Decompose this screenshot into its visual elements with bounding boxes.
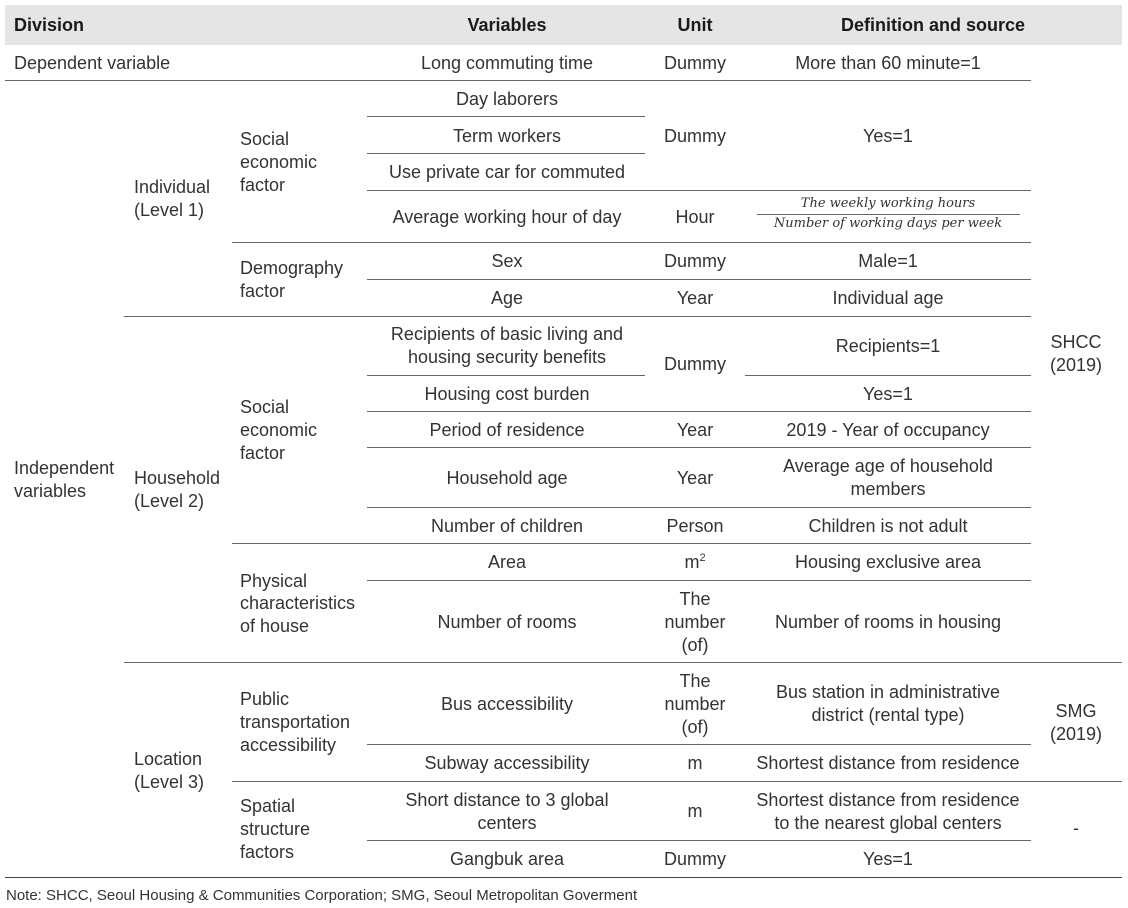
def-area: Housing exclusive area	[794, 552, 982, 572]
factor-3-line1: Social	[240, 397, 290, 417]
factor-4-line1: Physical	[240, 571, 308, 591]
factor-4-line2: characteristics	[240, 593, 356, 613]
rule-period	[367, 447, 1031, 448]
rule-sex	[367, 279, 1031, 280]
dependent-variable: Long commuting time	[420, 53, 594, 73]
unit-bus-line3: (of)	[681, 717, 709, 737]
level-2-number: (Level 2)	[134, 491, 205, 511]
def-age: Individual age	[832, 288, 944, 308]
factor-6-line1: Spatial	[240, 796, 296, 816]
rule-dependent-bottom	[5, 80, 1031, 81]
rule-table-bottom	[5, 877, 1122, 878]
factor-1-line1: Social	[240, 129, 290, 149]
def-gangbuk: Yes=1	[863, 849, 913, 869]
unit-area	[684, 551, 705, 573]
def-bus-line1: Bus station in administrative	[775, 682, 1001, 702]
var-housing-cost: Housing cost burden	[424, 384, 590, 404]
factor-5-line1: Public	[240, 689, 290, 709]
level-2-name: Household	[134, 468, 221, 488]
unit-bus-line2: number	[664, 694, 726, 714]
def-household-age-line1: Average age of household	[783, 456, 993, 476]
independent-label-1: Independent	[14, 458, 115, 478]
var-subway-accessibility: Subway accessibility	[424, 753, 590, 773]
dependent-definition: More than 60 minute=1	[795, 53, 981, 73]
var-short-distance-line2: centers	[477, 813, 537, 833]
source-smg-name: SMG	[1055, 701, 1097, 721]
def-yes-group1: Yes=1	[863, 126, 913, 146]
factor-2-line1: Demography	[240, 258, 344, 278]
var-gangbuk: Gangbuk area	[449, 849, 565, 869]
fraction-bar	[757, 214, 1020, 215]
unit-dummy-group2: Dummy	[664, 354, 726, 374]
header-variables: Variables	[467, 15, 547, 35]
def-housing-cost: Yes=1	[863, 384, 913, 404]
factor-1-line3: factor	[240, 175, 286, 195]
def-subway: Shortest distance from residence	[756, 753, 1020, 773]
unit-short-distance: m	[687, 801, 703, 821]
source-dash: -	[1073, 818, 1079, 838]
def-household-age-line2: members	[850, 479, 926, 499]
var-age: Age	[490, 288, 524, 308]
factor-5-line2: transportation	[240, 712, 351, 732]
var-recipients-line1: Recipients of basic living and	[390, 324, 624, 344]
dependent-unit: Dummy	[664, 53, 726, 73]
def-recipients: Recipients=1	[835, 336, 941, 356]
var-area: Area	[487, 552, 527, 572]
rule-day-laborers	[367, 116, 645, 117]
rule-children	[232, 543, 1031, 544]
unit-sex: Dummy	[664, 251, 726, 271]
rule-housing-cost	[367, 411, 1031, 412]
factor-4-line3: of house	[240, 616, 310, 636]
header-division: Division	[14, 15, 85, 35]
def-rooms: Number of rooms in housing	[774, 612, 1002, 632]
rule-area	[367, 580, 1031, 581]
var-number-rooms: Number of rooms	[437, 612, 577, 632]
def-short-distance-line1: Shortest distance from residence	[756, 790, 1020, 810]
unit-area-exponent: 2	[699, 552, 706, 564]
var-bus-accessibility: Bus accessibility	[440, 694, 574, 714]
header-unit: Unit	[677, 15, 713, 35]
table-note: Note: SHCC, Seoul Housing & Communities Corporation; SMG, Seoul Metropolitan Goverment	[6, 887, 638, 904]
var-working-hour: Average working hour of day	[392, 207, 622, 227]
factor-5-line3: accessibility	[240, 735, 337, 755]
factor-3-line2: economic	[240, 420, 318, 440]
source-smg-year: (2019)	[1049, 724, 1103, 744]
unit-age: Year	[676, 288, 714, 308]
rule-term-workers	[367, 153, 645, 154]
rule-recipients-var	[367, 375, 645, 376]
unit-hour: Hour	[675, 207, 715, 227]
factor-2-line2: factor	[240, 281, 286, 301]
unit-subway: m	[687, 753, 703, 773]
var-term-workers: Term workers	[452, 126, 562, 146]
level-1-number: (Level 1)	[134, 200, 205, 220]
var-period-residence: Period of residence	[429, 420, 585, 440]
rule-recipients-def	[745, 375, 1031, 376]
dependent-division: Dependent variable	[14, 53, 171, 73]
factor-3-line3: factor	[240, 443, 286, 463]
level-1-name: Individual	[134, 177, 211, 197]
def-children: Children is not adult	[808, 516, 968, 536]
var-household-age: Household age	[446, 468, 568, 488]
factor-6-line3: factors	[240, 842, 295, 862]
independent-label-2: variables	[14, 481, 87, 501]
source-shcc-name: SHCC	[1050, 332, 1102, 352]
def-sex: Male=1	[858, 251, 918, 271]
def-period: 2019 - Year of occupancy	[786, 420, 990, 440]
level-3-name: Location	[134, 749, 203, 769]
rule-public-transport-bottom	[232, 781, 1122, 782]
rule-household-age	[367, 507, 1031, 508]
var-private-car: Use private car for commuted	[388, 162, 626, 182]
unit-bus-line1: The	[679, 671, 711, 691]
unit-household-age: Year	[676, 468, 714, 488]
factor-6-line2: structure	[240, 819, 311, 839]
def-fraction-numerator: The weekly working hours	[800, 196, 976, 211]
rule-private-car	[367, 190, 1031, 191]
unit-rooms-line2: number	[664, 612, 726, 632]
var-short-distance-line1: Short distance to 3 global	[405, 790, 609, 810]
rule-working-hour	[232, 242, 1031, 243]
header-definition: Definition and source	[840, 15, 1026, 35]
source-shcc-year: (2019)	[1049, 355, 1103, 375]
rule-level2-bottom	[124, 662, 1122, 663]
unit-dummy-group1: Dummy	[664, 126, 726, 146]
unit-period: Year	[676, 420, 714, 440]
def-short-distance-line2: to the nearest global centers	[774, 813, 1002, 833]
rule-short-distance	[367, 840, 1031, 841]
factor-1-line2: economic	[240, 152, 318, 172]
var-number-children: Number of children	[430, 516, 584, 536]
var-day-laborers: Day laborers	[455, 89, 559, 109]
def-fraction-denominator: Number of working days per week	[773, 216, 1003, 231]
unit-rooms-line3: (of)	[681, 635, 709, 655]
unit-rooms-line1: The	[679, 589, 711, 609]
rule-bus	[367, 744, 1031, 745]
unit-gangbuk: Dummy	[664, 849, 726, 869]
def-bus-line2: district (rental type)	[811, 705, 965, 725]
rule-level1-bottom	[124, 316, 1031, 317]
unit-children: Person	[666, 516, 724, 536]
level-3-number: (Level 3)	[134, 772, 205, 792]
unit-area-base: m	[684, 552, 700, 572]
var-sex: Sex	[491, 251, 523, 271]
var-recipients-line2: housing security benefits	[407, 347, 607, 367]
